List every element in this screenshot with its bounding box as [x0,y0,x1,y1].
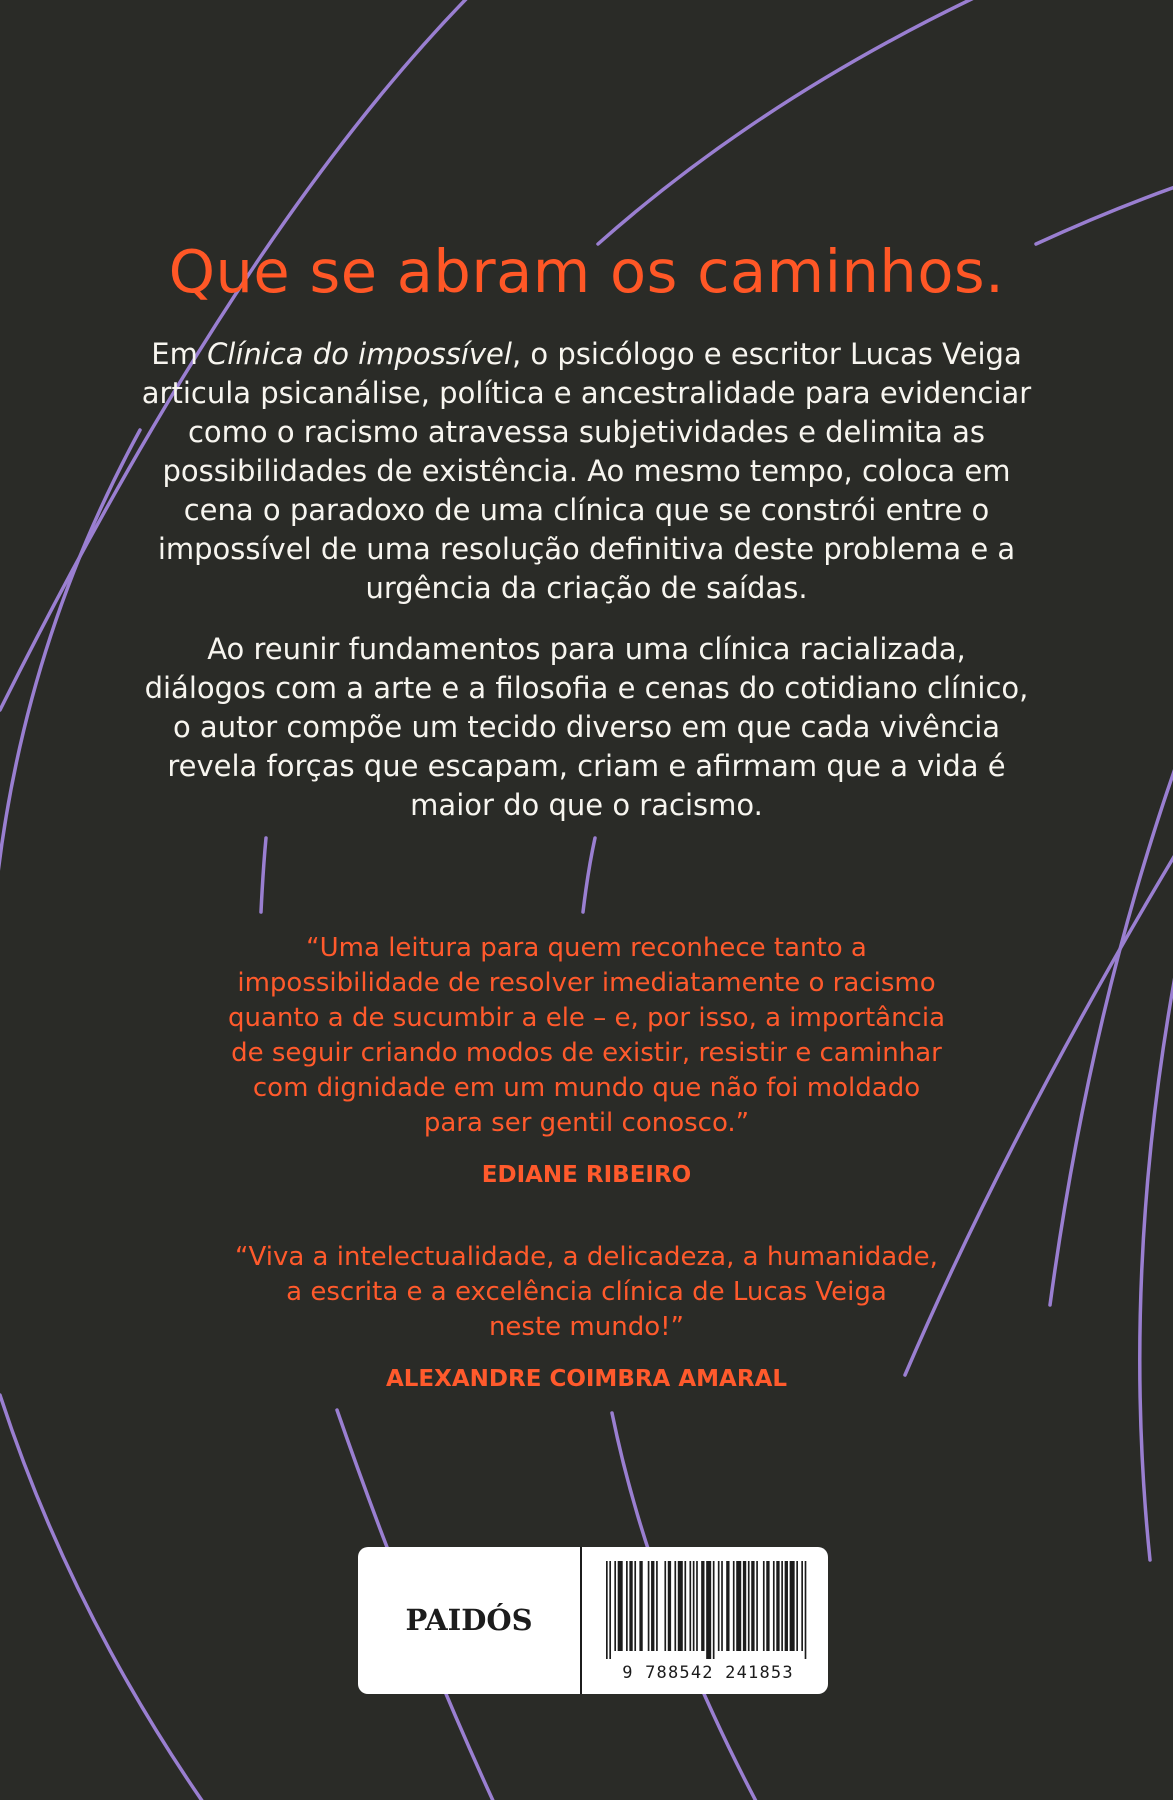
barcode-bar [629,1561,632,1651]
barcode-bar [706,1561,711,1659]
barcode-bar [781,1561,783,1651]
description-paragraph-1 [86,335,1087,608]
quote-line: “Viva a intelectualidade, a delicadeza, a humanidade, [235,1242,938,1272]
barcode-bar [763,1561,765,1651]
isbn-number: 9 788542 241853 [622,1663,794,1683]
barcode-bar [693,1561,695,1651]
barcode-bar [718,1561,720,1651]
description-line: como o racismo atravessa subjetividades e delimita as [187,415,986,449]
description-line [86,335,1087,374]
blurb-author-2: ALEXANDRE COIMBRA AMARAL [385,1366,788,1392]
barcode-bar [634,1561,636,1651]
barcode-bar [743,1561,746,1651]
arc-line [598,0,980,244]
barcode-bar [790,1561,795,1651]
barcode-bar [614,1561,616,1651]
description-line: articula psicanálise, política e ancestralidade para evidenciar [141,376,1032,410]
barcode-bar [701,1561,704,1651]
barcode-bar [689,1561,691,1651]
barcode-bar [748,1561,750,1651]
barcode-bar [664,1561,666,1651]
barcode-bar [785,1561,788,1651]
quote-line: neste mundo!” [488,1312,685,1342]
headline: Que se abram os caminhos. [168,237,1005,306]
barcode-bar [766,1561,769,1651]
barcode-bar [733,1561,735,1651]
blurb-author-1: EDIANE RIBEIRO [481,1162,692,1188]
barcode-bar [668,1561,671,1651]
barcode-bar [618,1561,623,1651]
barcode-bar [678,1561,683,1651]
arc-line [261,838,266,912]
barcode-bar [736,1561,741,1651]
barcode-bar [796,1561,798,1651]
barcode-bar [696,1561,698,1651]
description-line: cena o paradoxo de uma clínica que se constrói entre o [183,493,990,527]
arc-line [583,838,595,912]
book-title: Clínica do impossível [207,337,512,371]
description-line: possibilidades de existência. Ao mesmo tempo, coloca em [162,454,1011,488]
barcode-bar [626,1561,628,1651]
barcode-bar [805,1561,807,1659]
barcode-bar [776,1561,779,1651]
description-line: o autor compõe um tecido diverso em que cada vivência [172,710,1001,744]
barcode-bar [656,1561,658,1651]
arc-line [1140,960,1173,1560]
barcode-bar [651,1561,654,1651]
description-line: diálogos com a arte e a filosofia e cenas do cotidiano clínico, [144,671,1029,705]
barcode-bar [726,1561,729,1651]
barcode-bar [609,1561,611,1659]
quote-line: de seguir criando modos de existir, resistir e caminhar [231,1038,942,1068]
barcode-bar [639,1561,642,1651]
description-text: Em [151,337,208,371]
blurb-quote-1 [86,931,1087,1141]
barcode-bars [606,1561,808,1659]
quote-line: para ser gentil conosco.” [423,1108,750,1138]
barcode-bar [801,1561,803,1651]
quote-line: a escrita e a excelência clínica de Lucas Veiga [286,1277,887,1307]
quote-line: com dignidade em um mundo que não foi moldado [252,1073,921,1103]
description-line: revela forças que escapam, criam e afirmam que a vida é [167,749,1006,783]
description-line: maior do que o racismo. [410,788,763,822]
barcode-label [358,1547,828,1694]
description-paragraph-2 [86,630,1087,825]
barcode-bar [773,1561,775,1651]
barcode-bar [751,1561,754,1651]
barcode-bar [606,1561,608,1659]
barcode-divider [580,1547,582,1694]
barcode-bar [721,1561,723,1651]
quote-line: impossibilidade de resolver imediatamente o racismo [237,968,936,998]
description-text: , o psicólogo e escritor Lucas Veiga [511,337,1022,371]
blurb-quote-2 [86,1240,1087,1345]
arc-line [0,1395,205,1800]
quote-line: “Uma leitura para quem reconhece tanto a [306,933,867,963]
publisher-logo: PAIDÓS [405,1603,533,1637]
description-line: Ao reunir fundamentos para uma clínica racializada, [207,632,966,666]
barcode-bar [756,1561,758,1651]
description-line: impossível de uma resolução definitiva deste problema e a [157,532,1016,566]
barcode-bar [713,1561,715,1659]
description-line: urgência da criação de saídas. [365,571,808,605]
barcode-bar [674,1561,676,1651]
quote-line: quanto a de sucumbir a ele – e, por isso, a importância [227,1003,946,1033]
barcode-bar [684,1561,686,1651]
barcode-bar [648,1561,650,1651]
